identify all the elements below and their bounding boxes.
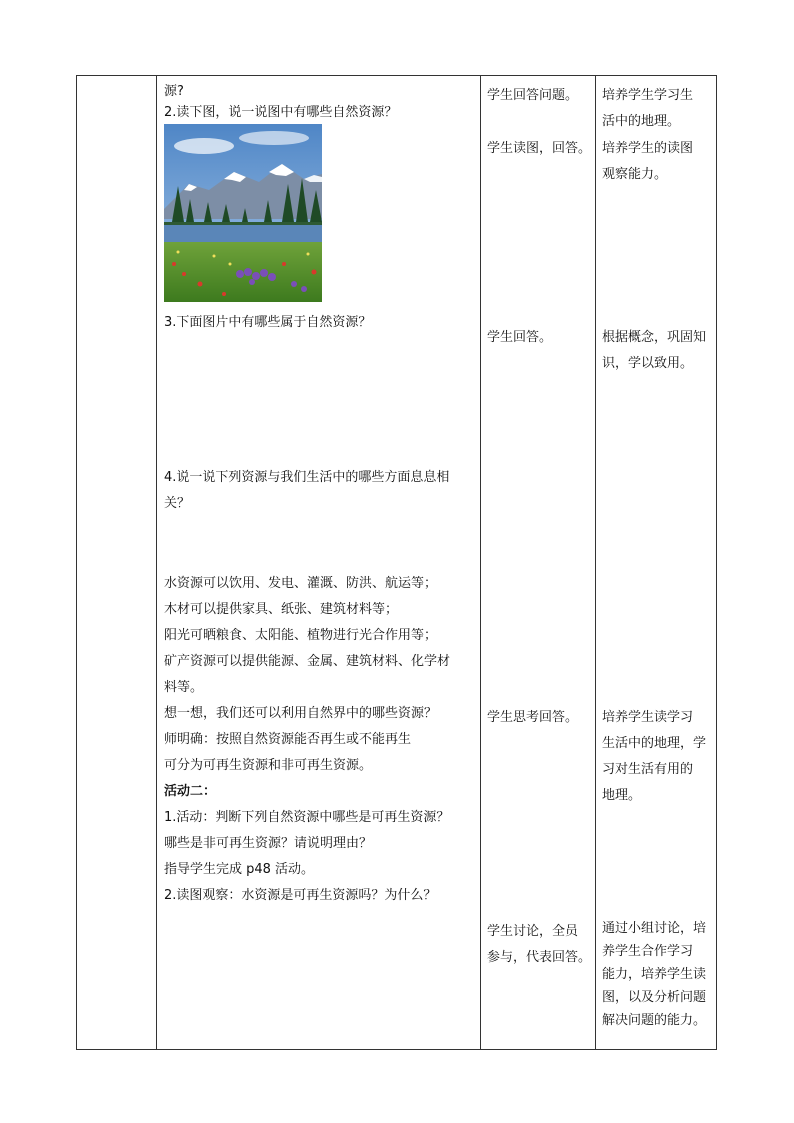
design-intent-5-line2: 养学生合作学习 <box>602 944 694 959</box>
design-intent-3-line1: 根据概念，巩固知 <box>602 330 707 345</box>
activity-2-item1-line2: 哪些是非可再生资源？请说明理由？ <box>164 836 373 851</box>
student-activity-2: 学生读图，回答。 <box>487 141 592 156</box>
water-resource-text: 水资源可以饮用、发电、灌溉、防洪、航运等； <box>164 576 438 591</box>
design-intent-2-line2: 观察能力。 <box>602 167 668 182</box>
wood-resource-text: 木材可以提供家具、纸张、建筑材料等； <box>164 602 399 617</box>
sunlight-resource-text: 阳光可晒粮食、太阳能、植物进行光合作用等； <box>164 628 438 643</box>
design-intent-4-line1: 培养学生读学习 <box>602 710 694 725</box>
design-intent-4-line4: 地理。 <box>602 788 642 803</box>
design-intent-1-line1: 培养学生学习生 <box>602 88 694 103</box>
text-line: 源? <box>164 84 184 99</box>
design-intent-4-line3: 习对生活有用的 <box>602 762 694 777</box>
teacher-clarify-line1: 师明确：按照自然资源能否再生或不能再生 <box>164 732 412 747</box>
teacher-clarify-line2: 可分为可再生资源和非可再生资源。 <box>164 758 373 773</box>
question-2: 2.读下图，说一说图中有哪些自然资源？ <box>164 105 398 120</box>
activity-2-item2: 2.读图观察：水资源是可再生资源吗？为什么？ <box>164 888 437 903</box>
design-intent-5-line4: 图，以及分析问题 <box>602 990 707 1005</box>
design-intent-4-line2: 生活中的地理，学 <box>602 736 707 751</box>
design-intent-5-line3: 能力，培养学生读 <box>602 967 707 982</box>
think-question: 想一想，我们还可以利用自然界中的哪些资源？ <box>164 706 438 721</box>
student-activity-5-line1: 学生讨论，全员 <box>487 924 579 939</box>
activity-2-heading: 活动二： <box>164 784 217 799</box>
column-divider-1 <box>156 76 157 1049</box>
student-activity-3: 学生回答。 <box>487 330 553 345</box>
question-3: 3.下面图片中有哪些属于自然资源？ <box>164 315 372 330</box>
design-intent-1-line2: 活中的地理。 <box>602 114 681 129</box>
student-activity-4: 学生思考回答。 <box>487 710 579 725</box>
mineral-resource-line2: 料等。 <box>164 680 204 695</box>
mineral-resource-line1: 矿产资源可以提供能源、金属、建筑材料、化学材 <box>164 654 451 669</box>
column-divider-2 <box>480 76 481 1049</box>
design-intent-5-line5: 解决问题的能力。 <box>602 1013 707 1028</box>
question-4-line2: 关？ <box>164 496 191 511</box>
design-intent-3-line2: 识，学以致用。 <box>602 356 694 371</box>
design-intent-5-line1: 通过小组讨论，培 <box>602 921 707 936</box>
column-divider-3 <box>595 76 596 1049</box>
mountain-lake-photo <box>164 124 322 302</box>
question-4-line1: 4.说一说下列资源与我们生活中的哪些方面息息相 <box>164 470 450 485</box>
activity-2-item1-line1: 1.活动：判断下列自然资源中哪些是可再生资源？ <box>164 810 450 825</box>
design-intent-2-line1: 培养学生的读图 <box>602 141 694 156</box>
student-activity-1: 学生回答问题。 <box>487 88 579 103</box>
activity-2-item1-line3: 指导学生完成 p48 活动。 <box>164 862 315 877</box>
student-activity-5-line2: 参与，代表回答。 <box>487 950 592 965</box>
